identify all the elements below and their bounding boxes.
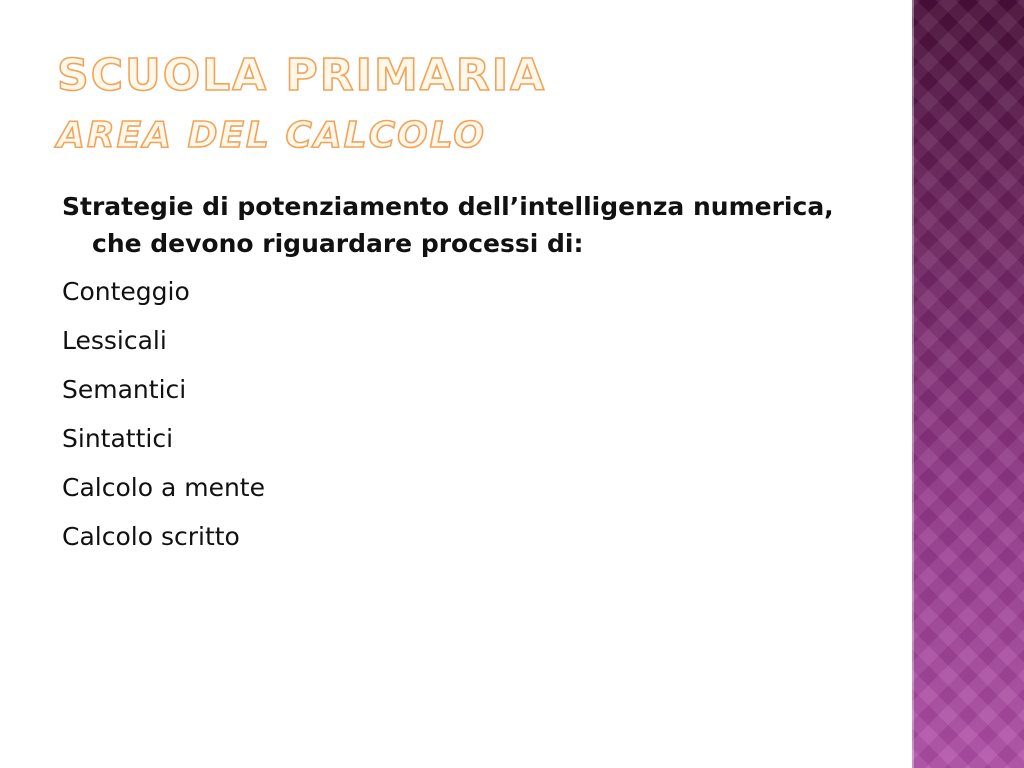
decorative-side-band [912,0,1024,768]
list-item: Conteggio [62,277,190,306]
intro-paragraph: Strategie di potenziamento dell’intelligenza numerica, che devono riguardare processi di: [62,192,834,258]
list-item: Sintattici [62,424,174,453]
list-item: Calcolo scritto [62,522,240,551]
list-item: Semantici [62,375,187,404]
side-band-edge [912,0,914,768]
list-item: Lessicali [62,326,167,355]
slide-body [62,188,862,566]
list-item: Calcolo a mente [62,473,265,502]
slide-subtitle: AREA DEL CALCOLO [57,115,487,156]
slide-title: SCUOLA PRIMARIA [57,50,547,101]
